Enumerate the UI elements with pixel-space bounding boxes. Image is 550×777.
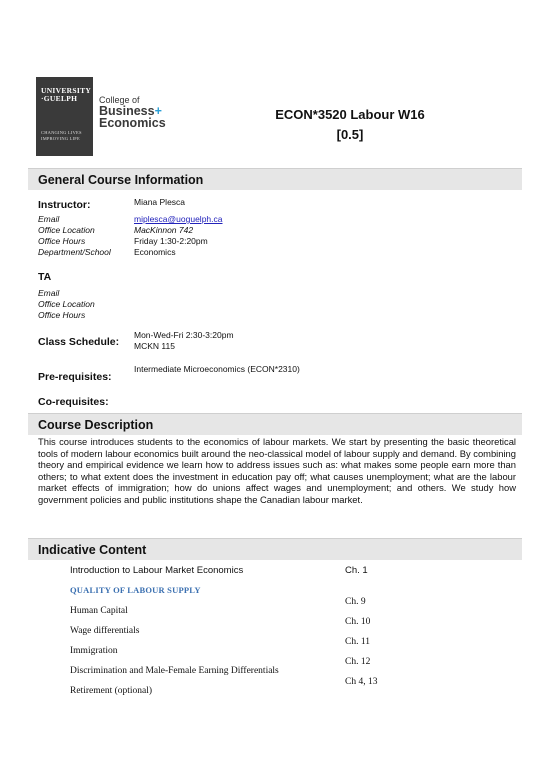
- chapter-11: Ch. 11: [345, 637, 370, 647]
- topic-immigration: Immigration: [70, 646, 118, 656]
- email-label: Email: [38, 214, 60, 224]
- office-hours-label: Office Hours: [38, 236, 86, 246]
- logo-motto-line1: CHANGING LIVES: [41, 130, 82, 135]
- topic-wage-differentials: Wage differentials: [70, 626, 140, 636]
- ta-label: TA: [38, 271, 52, 283]
- ta-email-label: Email: [38, 288, 60, 298]
- logo-college-line: College of: [99, 95, 140, 105]
- college-logo: [36, 77, 179, 156]
- instructor-label: Instructor:: [38, 199, 91, 211]
- university-logo-block: [36, 77, 93, 156]
- topic-retirement: Retirement (optional): [70, 686, 153, 696]
- quality-of-labour-supply-heading: QUALITY OF LABOUR SUPPLY: [70, 585, 201, 595]
- prerequisites-value: Intermediate Microeconomics (ECON*2310): [134, 364, 300, 374]
- course-title-line2: [0.5]: [336, 127, 364, 142]
- section-header-description: Course Description: [28, 413, 522, 435]
- logo-economics-word: Economics: [99, 116, 166, 130]
- email-link[interactable]: miplesca@uoguelph.ca: [134, 214, 223, 224]
- college-name-block: [93, 77, 166, 156]
- chapter-12: Ch. 12: [345, 657, 371, 667]
- chapter-4-13: Ch 4, 13: [345, 677, 378, 687]
- logo-motto-line2: IMPROVING LIFE: [41, 136, 80, 141]
- topic-human-capital: Human Capital: [70, 606, 128, 616]
- topic-introduction: Introduction to Labour Market Economics: [70, 565, 244, 576]
- course-title: [255, 105, 445, 145]
- chapter-intro: Ch. 1: [345, 565, 368, 576]
- office-location-value: MacKinnon 742: [134, 225, 194, 235]
- ta-office-location-label: Office Location: [38, 299, 95, 309]
- department-label: Department/School: [38, 247, 111, 257]
- instructor-name: Miana Plesca: [134, 197, 186, 207]
- logo-university-line1: UNIVERSITY: [41, 86, 92, 95]
- ta-office-hours-label: Office Hours: [38, 310, 86, 320]
- section-header-content: Indicative Content: [28, 538, 522, 560]
- logo-university-line2: ·GUELPH: [41, 94, 78, 103]
- chapter-10: Ch. 10: [345, 617, 371, 627]
- class-schedule-room: MCKN 115: [134, 341, 175, 351]
- logo-business-word: Business: [99, 104, 155, 118]
- class-schedule-time: Mon-Wed-Fri 2:30-3:20pm: [134, 330, 234, 340]
- plus-icon: +: [154, 104, 162, 118]
- course-title-line1: ECON*3520 Labour W16: [275, 107, 425, 122]
- course-description-text: This course introduces students to the economics of labour markets. We start by presenting the basic theoretical tools of modern labour economics built around the neo-classical model of labour supply and demand. By combining theory and empirical evidence we learn how to address issues such as: what makes some people earn more than others; to what extent does the investment in education pay off; what causes unemployment; what are the labour market effects of immigration; how do unions affect wages and unemployment; and others. We study how government policies and public institutions shape the Canadian labour market.: [38, 436, 516, 505]
- section-header-general: General Course Information: [28, 168, 522, 190]
- corequisites-label: Co-requisites:: [38, 396, 109, 408]
- office-location-label: Office Location: [38, 225, 95, 235]
- office-hours-value: Friday 1:30-2:20pm: [134, 236, 208, 246]
- class-schedule-label: Class Schedule:: [38, 336, 120, 348]
- department-value: Economics: [134, 247, 176, 257]
- chapter-9: Ch. 9: [345, 597, 366, 607]
- topic-discrimination: Discrimination and Male-Female Earning Differentials: [70, 666, 279, 676]
- prerequisites-label: Pre-requisites:: [38, 371, 112, 383]
